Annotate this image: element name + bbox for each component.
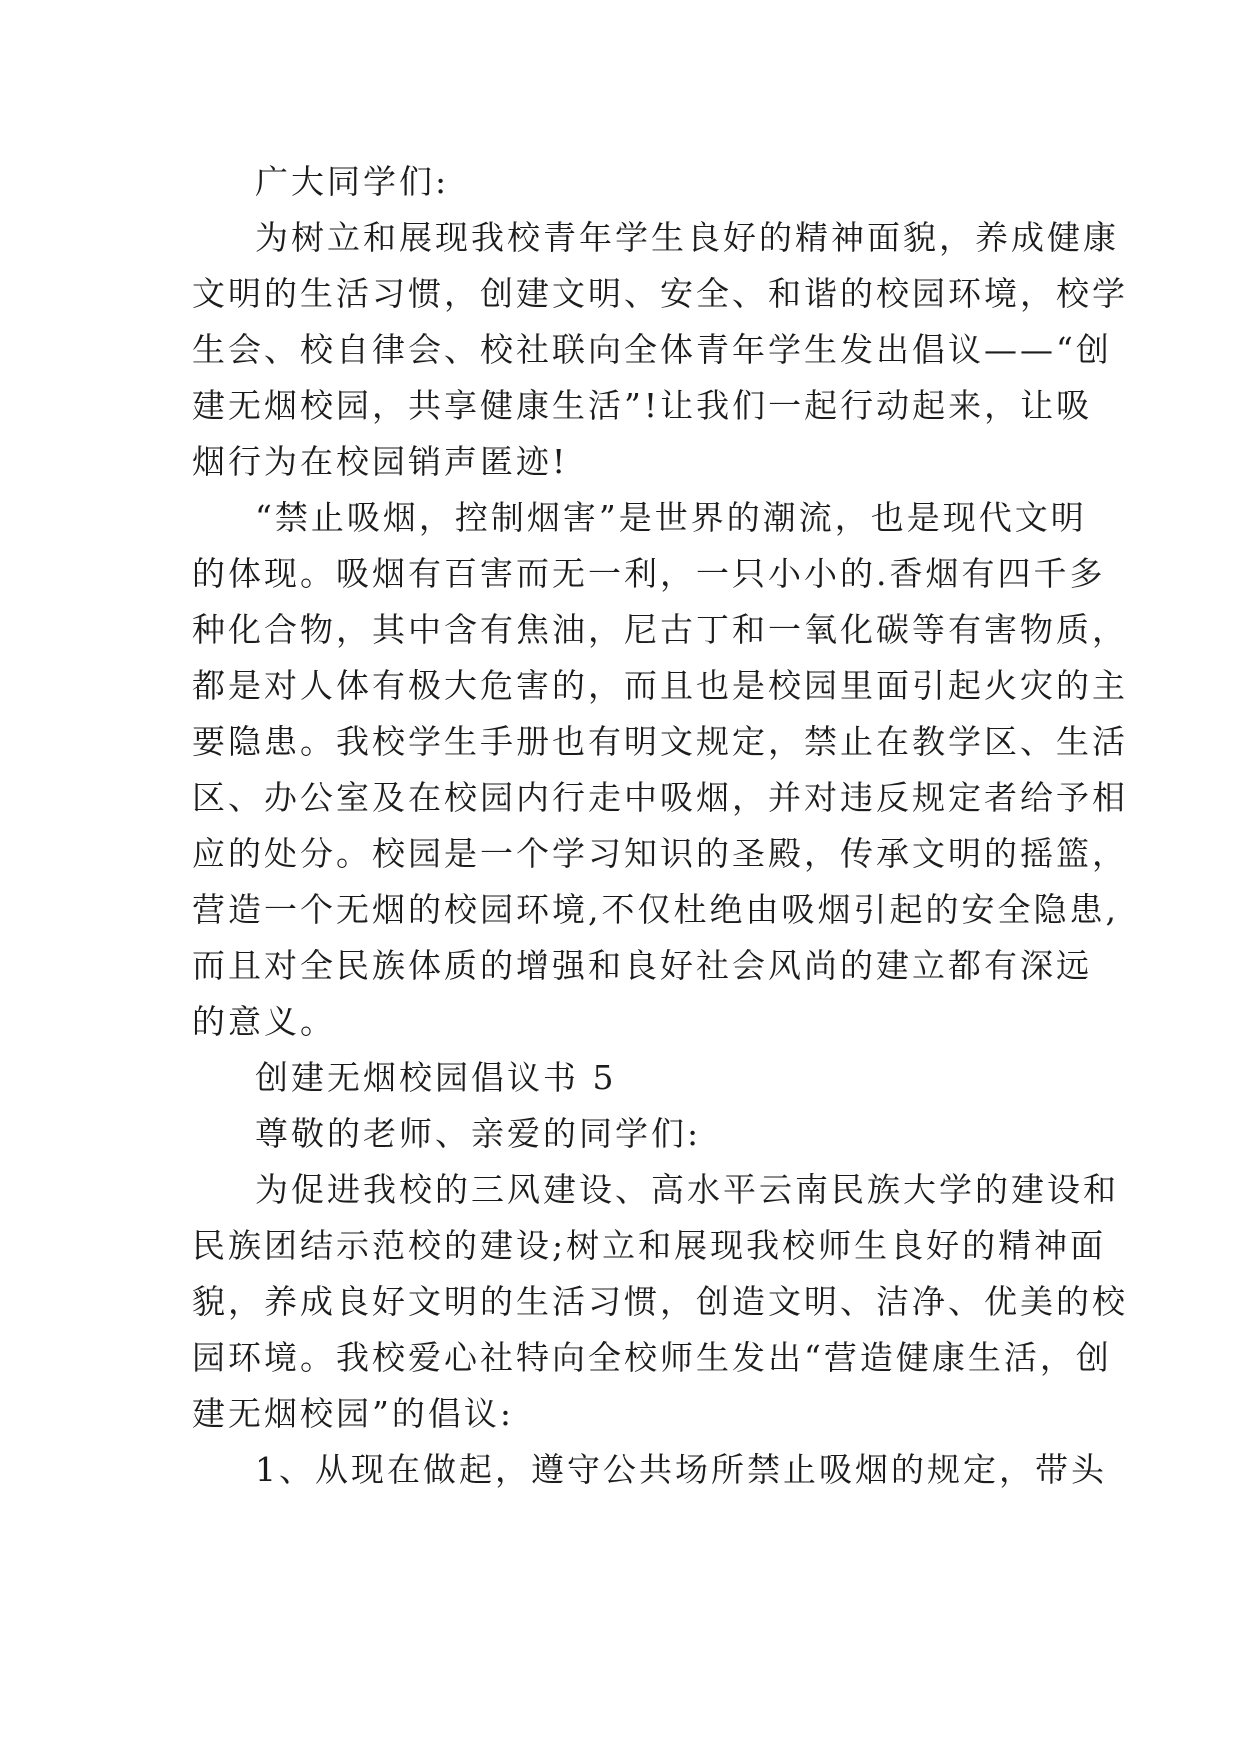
paragraph-line: 烟行为在校园销声匿迹!	[192, 442, 569, 481]
paragraph-line: 建无烟校园，共享健康生活”!让我们一起行动起来，让吸	[192, 386, 1093, 425]
paragraph-line: 园环境。我校爱心社特向全校师生发出“营造健康生活，创	[192, 1338, 1112, 1377]
paragraph-line: 都是对人体有极大危害的，而且也是校园里面引起火灾的主	[192, 666, 1128, 705]
paragraph-line: 区、办公室及在校园内行走中吸烟，并对违反规定者给予相	[192, 778, 1128, 817]
paragraph-line: 建无烟校园”的倡议:	[192, 1394, 514, 1433]
paragraph-line: 的体现。吸烟有百害而无一利，一只小小的.香烟有四千多	[192, 554, 1106, 593]
paragraph-line: 貌，养成良好文明的生活习惯，创造文明、洁净、优美的校	[192, 1282, 1128, 1321]
salutation-line: 尊敬的老师、亲爱的同学们:	[255, 1114, 702, 1153]
paragraph-line: 为促进我校的三风建设、高水平云南民族大学的建设和	[255, 1170, 1119, 1209]
paragraph-line: 要隐患。我校学生手册也有明文规定，禁止在教学区、生活	[192, 722, 1128, 761]
paragraph-line: 应的处分。校园是一个学习知识的圣殿，传承文明的摇篮，	[192, 834, 1128, 873]
document-page	[192, 154, 1128, 1498]
paragraph-line: 营造一个无烟的校园环境,不仅杜绝由吸烟引起的安全隐患,	[192, 890, 1119, 929]
paragraph-line: 民族团结示范校的建设;树立和展现我校师生良好的精神面	[192, 1226, 1107, 1265]
paragraph-line: “禁止吸烟，控制烟害”是世界的潮流，也是现代文明	[255, 498, 1087, 537]
section-title: 创建无烟校园倡议书 5	[255, 1058, 617, 1097]
paragraph-line: 生会、校自律会、校社联向全体青年学生发出倡议——“创	[192, 330, 1112, 369]
paragraph-line: 文明的生活习惯，创建文明、安全、和谐的校园环境，校学	[192, 274, 1128, 313]
list-item: 1、从现在做起，遵守公共场所禁止吸烟的规定，带头	[255, 1450, 1107, 1489]
paragraph-line: 为树立和展现我校青年学生良好的精神面貌，养成健康	[255, 218, 1119, 257]
paragraph-line: 种化合物，其中含有焦油，尼古丁和一氧化碳等有害物质，	[192, 610, 1128, 649]
salutation-line: 广大同学们:	[255, 162, 450, 201]
paragraph-line: 而且对全民族体质的增强和良好社会风尚的建立都有深远	[192, 946, 1092, 985]
paragraph-line: 的意义。	[192, 1002, 336, 1041]
